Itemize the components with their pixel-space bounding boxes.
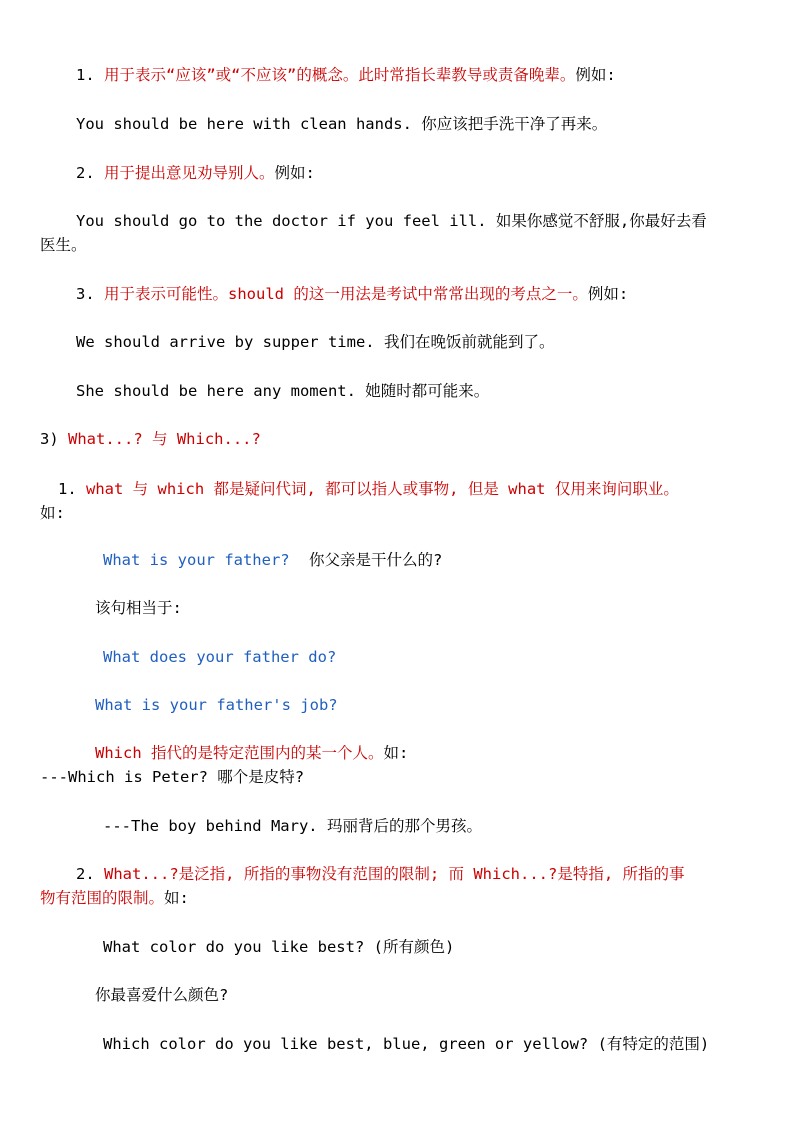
item-tail: 如: bbox=[40, 504, 65, 522]
item-1-should-meaning bbox=[76, 64, 616, 86]
item-3-possibility bbox=[76, 283, 628, 305]
example-sentence: You should go to the doctor if you feel ill. 如果你感觉不舒服,你最好去看 bbox=[76, 212, 707, 230]
section-title: What...? 与 Which...? bbox=[68, 430, 261, 448]
item-text: 物有范围的限制。 bbox=[40, 889, 165, 907]
example-english: What does your father do? bbox=[103, 648, 337, 666]
example-translation: 你最喜爱什么颜色? bbox=[95, 986, 229, 1004]
item-number: 2. bbox=[76, 164, 95, 182]
item-text: Which 指代的是特定范围内的某一个人。 bbox=[95, 744, 384, 762]
what-which-item-2 bbox=[76, 863, 684, 885]
example-chinese: 你父亲是干什么的? bbox=[308, 551, 443, 569]
example-english: What is your father's job? bbox=[95, 696, 338, 714]
section-number: 3) bbox=[40, 430, 59, 448]
example-sentence: We should arrive by supper time. 我们在晚饭前就能到了。 bbox=[76, 333, 555, 351]
dialogue-line: ---Which is Peter? 哪个是皮特? bbox=[40, 768, 305, 786]
example-sentence: Which color do you like best, blue, green or yellow? (有特定的范围) bbox=[103, 1035, 710, 1053]
example-sentence-continued: 医生。 bbox=[40, 236, 87, 254]
item-continued bbox=[40, 887, 189, 909]
item-text: What...?是泛指, 所指的事物没有范围的限制; 而 Which...?是特指, 所指的事 bbox=[104, 865, 685, 883]
item-number: 2. bbox=[76, 865, 95, 883]
example-sentence: You should be here with clean hands. 你应该把手洗干净了再来。 bbox=[76, 115, 608, 133]
item-number: 1. bbox=[76, 66, 95, 84]
example-sentence: She should be here any moment. 她随时都可能来。 bbox=[76, 382, 490, 400]
note-text: 该句相当于: bbox=[95, 599, 182, 617]
item-number: 1. bbox=[58, 480, 77, 498]
item-tail: 如: bbox=[164, 889, 189, 907]
example-question bbox=[103, 549, 442, 571]
item-text: 用于表示“应该”或“不应该”的概念。此时常指长辈教导或责备晚辈。 bbox=[104, 66, 576, 84]
item-tail: 例如: bbox=[274, 164, 315, 182]
item-tail: 例如: bbox=[587, 285, 629, 303]
item-text: what 与 which 都是疑问代词, 都可以指人或事物, 但是 what 仅用来询问职业。 bbox=[86, 480, 679, 498]
item-tail: 例如: bbox=[575, 66, 616, 84]
which-explanation bbox=[95, 742, 408, 764]
what-which-item-1 bbox=[58, 478, 679, 500]
item-text: 用于表示可能性。should 的这一用法是考试中常常出现的考点之一。 bbox=[104, 285, 588, 303]
section-heading bbox=[40, 428, 261, 450]
item-number: 3. bbox=[76, 285, 95, 303]
item-text: 用于提出意见劝导别人。 bbox=[104, 164, 275, 182]
item-tail: 如: bbox=[383, 744, 409, 762]
example-english: What is your father? bbox=[103, 551, 290, 569]
dialogue-line: ---The boy behind Mary. 玛丽背后的那个男孩。 bbox=[103, 817, 482, 835]
item-2-advice bbox=[76, 162, 315, 184]
example-sentence: What color do you like best? (所有颜色) bbox=[103, 938, 455, 956]
